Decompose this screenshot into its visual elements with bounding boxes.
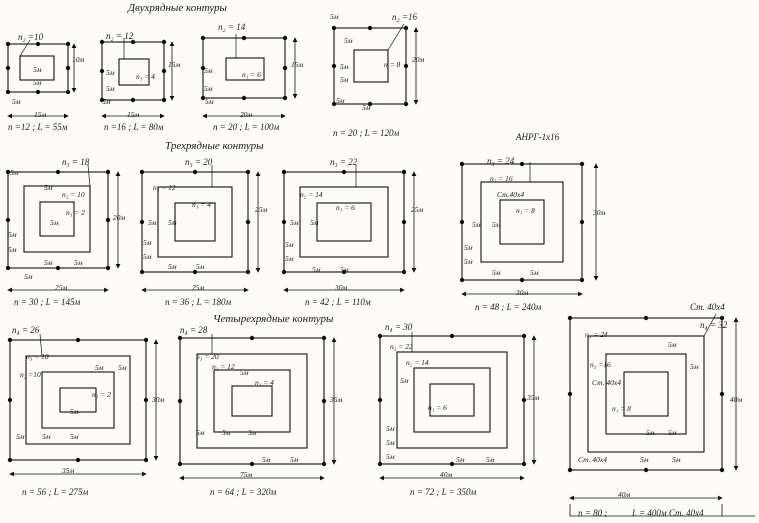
drawing-label: n₁ = 6 xyxy=(336,203,355,212)
drawing-label: 5м xyxy=(344,36,353,45)
drawing-label: Трехрядные контуры xyxy=(165,140,264,152)
drawing-label: 5м xyxy=(74,258,83,267)
drawing-label: 25м xyxy=(411,205,424,214)
drawing-label: 5м xyxy=(148,218,157,227)
drawing-label: 5м xyxy=(690,362,699,371)
drawing-label: 5м xyxy=(196,262,205,271)
drawing-label: 25м xyxy=(255,205,268,214)
drawing-label: Четырехрядные контуры xyxy=(213,313,334,325)
drawing-label: 5м xyxy=(386,424,395,433)
drawing-label: 5м xyxy=(290,218,299,227)
drawing-label: 40м xyxy=(730,395,743,404)
drawing-label: 5м xyxy=(10,168,19,177)
drawing-label: n₄ = 32 xyxy=(700,320,728,330)
drawing-label: 5м xyxy=(464,257,473,266)
drawing-label: 5м xyxy=(640,455,649,464)
drawing-label: 75м xyxy=(240,470,253,479)
drawing-label: n = 80 ; xyxy=(578,508,608,518)
drawing-label: n₂ = 12 xyxy=(212,362,235,371)
drawing-label: n₁ = 2 xyxy=(92,390,111,399)
drawing-label: n =12 ; L = 55м xyxy=(8,122,68,132)
drawing-label: n = 72 ; L = 350м xyxy=(410,487,477,497)
drawing-label: 5м xyxy=(290,455,299,464)
drawing-label: 10м xyxy=(72,55,85,64)
drawing-label: n₂ =16 xyxy=(590,360,611,369)
drawing-label: 5м xyxy=(386,452,395,461)
drawing-label: n₃ = 18 xyxy=(62,157,90,167)
drawing-label: 35м xyxy=(62,466,75,475)
drawing-label: 5м xyxy=(168,262,177,271)
drawing-label: n₃ = 18 xyxy=(26,352,49,361)
drawing-label: n = 20 ; L = 100м xyxy=(213,122,280,132)
drawing-label: 5м xyxy=(312,265,321,274)
drawing-label: n₄ = 28 xyxy=(180,325,208,335)
drawing-label: n₂ =16 xyxy=(392,12,417,22)
drawing-label: n = 42 ; L = 110м xyxy=(305,297,371,307)
drawing-label: 5м xyxy=(16,432,25,441)
drawing-label: 5м xyxy=(310,218,319,227)
drawing-label: АНРГ-1х16 xyxy=(516,132,560,142)
drawing-label: 5м xyxy=(262,455,271,464)
drawing-label: n₂ = 14 xyxy=(218,22,246,32)
drawing-label: n₃ = 20 xyxy=(196,352,219,361)
drawing-label: n₂ = 10 xyxy=(62,190,85,199)
drawing-label: n₃ = 22 xyxy=(390,342,413,351)
drawing-label: 5м xyxy=(340,62,349,71)
drawing-label: n₁ = 6 xyxy=(428,403,447,412)
drawing-label: n₁ = 4 xyxy=(255,378,274,387)
drawing-label: 5м xyxy=(330,12,339,21)
drawing-label: 25м xyxy=(55,283,68,292)
drawing-label: n = 30 ; L = 145м xyxy=(14,297,81,307)
drawing-label: 5м xyxy=(456,455,465,464)
drawing-label: n = 64 ; L = 320м xyxy=(210,487,277,497)
drawing-label: 5м xyxy=(340,265,349,274)
drawing-label: 5м xyxy=(336,96,345,105)
drawing-label: 5м xyxy=(8,230,17,239)
drawing-label: 30м xyxy=(152,395,165,404)
drawing-label: 5м xyxy=(672,455,681,464)
drawing-label: 35м xyxy=(330,395,343,404)
drawing-label: 5м xyxy=(33,78,42,87)
drawing-label: n₄ = 26 xyxy=(12,325,40,335)
drawing-label: 5м xyxy=(143,238,152,247)
drawing-label: n = 36 ; L = 180м xyxy=(165,297,232,307)
drawing-label: 40м xyxy=(618,490,631,499)
drawing-label: 5м xyxy=(102,97,111,106)
drawing-label: Ст. 40х4 xyxy=(592,378,621,387)
drawing-label: 5м xyxy=(205,97,214,106)
drawing-label: L = 400м Ст. 40х4 xyxy=(632,508,704,518)
drawing-label: 15м xyxy=(127,110,140,119)
drawing-label: 5м xyxy=(12,97,21,106)
drawing-label: n₂ = 14 xyxy=(300,190,323,199)
drawing-label: n₁ = 8 xyxy=(612,404,631,413)
drawing-label: n₂ = 16 xyxy=(490,174,513,183)
drawing-label: Ст. 40х4 xyxy=(690,302,725,312)
drawing-label: 5м xyxy=(95,363,104,372)
drawing-label: 35м xyxy=(527,393,540,402)
drawing-label: 5м xyxy=(106,84,115,93)
drawing-label: n = 48 ; L = 240м xyxy=(475,302,542,312)
drawing-label: 5м xyxy=(24,272,33,281)
drawing-label: 20м xyxy=(113,213,126,222)
drawing-label: 5м xyxy=(204,66,213,75)
drawing-label: 5м xyxy=(118,363,127,372)
drawing-label: 5м xyxy=(42,432,51,441)
drawing-label: n₂ = 12 xyxy=(153,183,176,192)
drawing-label: 5м xyxy=(168,218,177,227)
drawing-label: 20м xyxy=(412,55,425,64)
drawing-label: n₂ =10 xyxy=(20,370,41,379)
drawing-label: 5м xyxy=(285,240,294,249)
drawing-label: 5м xyxy=(464,243,473,252)
drawing-label: 5м xyxy=(668,340,677,349)
drawing-label: 5м xyxy=(486,455,495,464)
drawing-label: n₃ = 24 xyxy=(487,156,515,166)
drawing-label: 5м xyxy=(204,84,213,93)
drawing-label: 30м xyxy=(593,208,606,217)
drawing-label: n = 8 xyxy=(384,60,401,69)
drawing-label: n₂ = 12 xyxy=(106,31,134,41)
drawing-label: 5м xyxy=(143,252,152,261)
drawing-label: Ст. 40х4 xyxy=(578,455,607,464)
drawing-label: 20м xyxy=(240,110,253,119)
drawing-label: 5м xyxy=(222,428,231,437)
drawing-label: 5м xyxy=(70,407,79,416)
drawing-label: 5м xyxy=(240,368,249,377)
drawing-label: n₁ = 8 xyxy=(516,206,535,215)
drawing-label: 5м xyxy=(50,218,59,227)
drawing-label: 5м xyxy=(668,428,677,437)
drawing-label: n₂ =10 xyxy=(18,32,43,42)
drawing-label: 5м xyxy=(196,428,205,437)
drawing-label: 5м xyxy=(44,183,53,192)
drawing-label: 30м xyxy=(516,288,529,297)
drawing-label: 5м xyxy=(472,220,481,229)
drawing-label: n₃ = 20 xyxy=(185,157,213,167)
drawing-label: n =16 ; L = 80м xyxy=(104,122,164,132)
drawing-label: n = 56 ; L = 275м xyxy=(22,487,89,497)
drawing-label: 25м xyxy=(192,283,205,292)
drawing-label: 5м xyxy=(646,428,655,437)
drawing-label: n₁ = 6 xyxy=(242,70,261,79)
drawing-label: 30м xyxy=(335,283,348,292)
drawing-label: Ст.40х4 xyxy=(497,190,525,199)
drawing-label: 15м xyxy=(34,110,47,119)
drawing-label: 5м xyxy=(386,438,395,447)
drawing-label: n₃ = 24 xyxy=(585,330,608,339)
drawing-label: 5м xyxy=(70,432,79,441)
drawing-label: n₁ = 4 xyxy=(192,200,211,209)
drawing-label: n₂ = 14 xyxy=(406,358,429,367)
drawing-label: 5м xyxy=(492,268,501,277)
drawing-label: 5м xyxy=(106,68,115,77)
drawing-label: 5м xyxy=(8,245,17,254)
drawing-label: 5м xyxy=(285,254,294,263)
drawing-label: n₁ = 4 xyxy=(136,72,155,81)
drawing-label: 5м xyxy=(248,428,257,437)
drawing-label: Двухрядные контуры xyxy=(128,2,228,14)
drawing-label: 40м xyxy=(440,470,453,479)
drawing-label: 5м xyxy=(492,220,501,229)
drawing-label: 15м xyxy=(291,60,304,69)
drawing-label: 5м xyxy=(530,268,539,277)
drawing-label: 5м xyxy=(340,75,349,84)
drawing-label: n = 20 ; L = 120м xyxy=(333,128,400,138)
drawing-label: n₄ = 30 xyxy=(385,322,413,332)
drawing-label: 5м xyxy=(400,376,409,385)
drawing-label: 15м xyxy=(168,60,181,69)
drawing-label: 5м xyxy=(362,103,371,112)
drawing-label: n₁ = 2 xyxy=(66,208,85,217)
drawing-label: 5м xyxy=(33,65,42,74)
drawing-label: n₃ = 22 xyxy=(330,157,358,167)
drawing-label: 5м xyxy=(44,258,53,267)
